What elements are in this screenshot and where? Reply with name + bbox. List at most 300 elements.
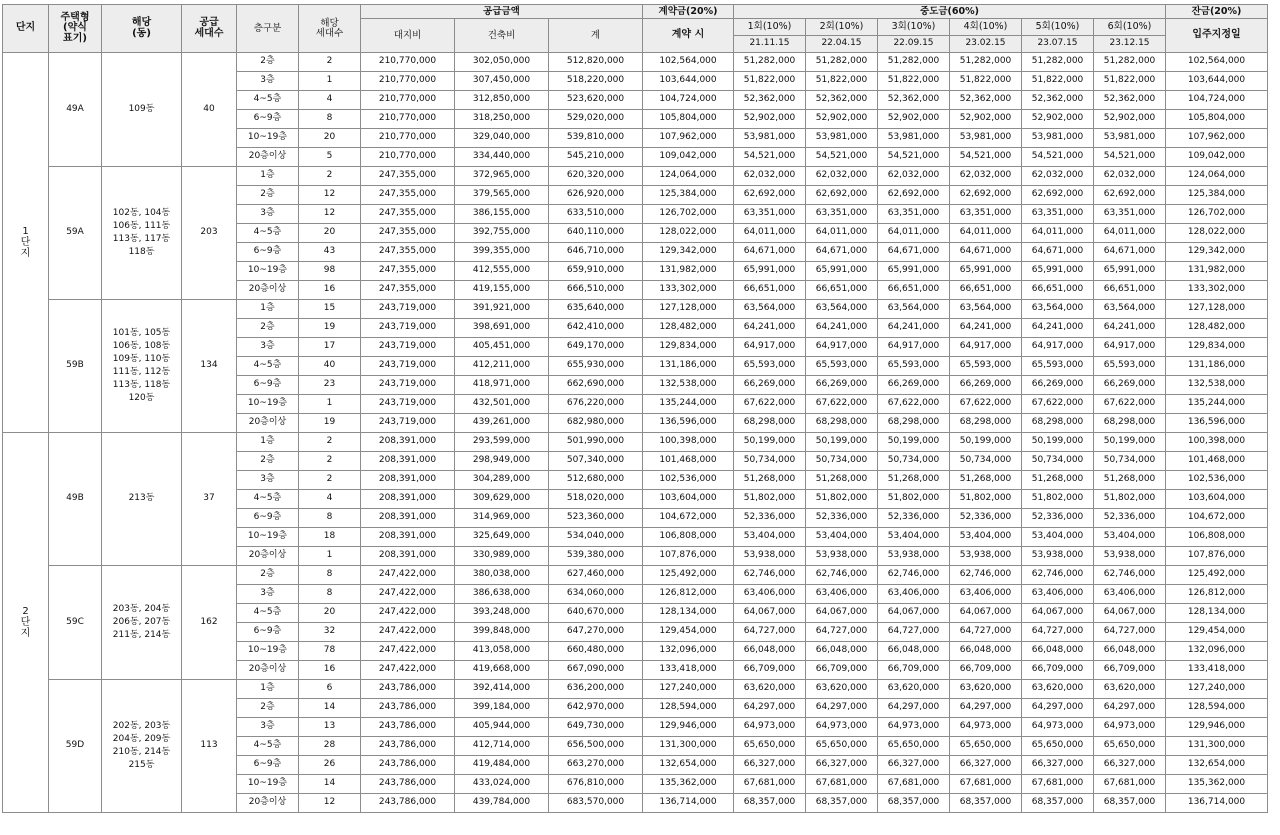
middle-payment-6: 51,822,000 xyxy=(1094,72,1166,91)
balance-amount: 107,876,000 xyxy=(1166,547,1268,566)
total-price: 676,810,000 xyxy=(549,775,643,794)
deposit-amount: 131,300,000 xyxy=(643,737,734,756)
deposit-amount: 106,808,000 xyxy=(643,528,734,547)
total-price: 626,920,000 xyxy=(549,186,643,205)
building-cost: 439,784,000 xyxy=(455,794,549,813)
middle-payment-5: 65,593,000 xyxy=(1022,357,1094,376)
floor-range: 3층 xyxy=(237,205,299,224)
balance-amount: 126,812,000 xyxy=(1166,585,1268,604)
table-row xyxy=(3,680,1268,699)
total-price: 518,220,000 xyxy=(549,72,643,91)
middle-payment-1: 64,727,000 xyxy=(734,623,806,642)
land-cost: 243,719,000 xyxy=(361,357,455,376)
unit-count: 4 xyxy=(299,91,361,110)
table-header xyxy=(3,5,1268,53)
middle-payment-4: 66,269,000 xyxy=(950,376,1022,395)
building-cost: 439,261,000 xyxy=(455,414,549,433)
header-balance: 잔금(20%) xyxy=(1166,5,1268,19)
middle-payment-5: 64,917,000 xyxy=(1022,338,1094,357)
floor-range: 4~5층 xyxy=(237,91,299,110)
land-cost: 247,355,000 xyxy=(361,186,455,205)
middle-payment-1: 52,362,000 xyxy=(734,91,806,110)
deposit-amount: 124,064,000 xyxy=(643,167,734,186)
middle-payment-4: 66,709,000 xyxy=(950,661,1022,680)
land-cost: 208,391,000 xyxy=(361,433,455,452)
middle-payment-1: 66,269,000 xyxy=(734,376,806,395)
building-cost: 314,969,000 xyxy=(455,509,549,528)
floor-range: 10~19층 xyxy=(237,262,299,281)
building-list: 101동, 105동 106동, 108동 109동, 110동 111동, 112동 113동, 118동 120동 xyxy=(102,300,182,433)
deposit-amount: 128,594,000 xyxy=(643,699,734,718)
balance-amount: 124,064,000 xyxy=(1166,167,1268,186)
building-cost: 419,155,000 xyxy=(455,281,549,300)
middle-payment-3: 62,692,000 xyxy=(878,186,950,205)
middle-payment-2: 62,032,000 xyxy=(806,167,878,186)
middle-payment-3: 63,406,000 xyxy=(878,585,950,604)
middle-payment-2: 64,727,000 xyxy=(806,623,878,642)
unit-count: 2 xyxy=(299,452,361,471)
deposit-amount: 128,134,000 xyxy=(643,604,734,623)
middle-payment-4: 66,327,000 xyxy=(950,756,1022,775)
unit-count: 32 xyxy=(299,623,361,642)
middle-payment-5: 63,406,000 xyxy=(1022,585,1094,604)
middle-payment-6: 64,671,000 xyxy=(1094,243,1166,262)
building-cost: 380,038,000 xyxy=(455,566,549,585)
middle-payment-4: 65,650,000 xyxy=(950,737,1022,756)
middle-payment-3: 51,282,000 xyxy=(878,53,950,72)
middle-payment-4: 52,362,000 xyxy=(950,91,1022,110)
deposit-amount: 135,362,000 xyxy=(643,775,734,794)
middle-payment-3: 62,032,000 xyxy=(878,167,950,186)
middle-payment-2: 64,671,000 xyxy=(806,243,878,262)
middle-payment-1: 63,406,000 xyxy=(734,585,806,604)
middle-payment-1: 54,521,000 xyxy=(734,148,806,167)
middle-payment-2: 64,067,000 xyxy=(806,604,878,623)
middle-payment-3: 51,268,000 xyxy=(878,471,950,490)
total-price: 649,730,000 xyxy=(549,718,643,737)
middle-payment-5: 66,651,000 xyxy=(1022,281,1094,300)
middle-payment-6: 51,268,000 xyxy=(1094,471,1166,490)
middle-payment-1: 64,297,000 xyxy=(734,699,806,718)
unit-count: 8 xyxy=(299,509,361,528)
unit-count: 2 xyxy=(299,53,361,72)
land-cost: 210,770,000 xyxy=(361,91,455,110)
middle-payment-2: 63,351,000 xyxy=(806,205,878,224)
total-price: 627,460,000 xyxy=(549,566,643,585)
middle-payment-5: 67,622,000 xyxy=(1022,395,1094,414)
middle-payment-2: 51,268,000 xyxy=(806,471,878,490)
building-cost: 312,850,000 xyxy=(455,91,549,110)
balance-amount: 129,946,000 xyxy=(1166,718,1268,737)
land-cost: 243,786,000 xyxy=(361,680,455,699)
building-cost: 419,668,000 xyxy=(455,661,549,680)
middle-payment-2: 64,297,000 xyxy=(806,699,878,718)
balance-amount: 106,808,000 xyxy=(1166,528,1268,547)
floor-range: 1층 xyxy=(237,433,299,452)
total-price: 683,570,000 xyxy=(549,794,643,813)
middle-payment-6: 52,902,000 xyxy=(1094,110,1166,129)
header-installment-2: 2회(10%) xyxy=(806,19,878,36)
middle-payment-2: 64,973,000 xyxy=(806,718,878,737)
deposit-amount: 129,342,000 xyxy=(643,243,734,262)
deposit-amount: 131,186,000 xyxy=(643,357,734,376)
middle-payment-6: 53,981,000 xyxy=(1094,129,1166,148)
total-price: 539,380,000 xyxy=(549,547,643,566)
middle-payment-6: 64,973,000 xyxy=(1094,718,1166,737)
total-price: 649,170,000 xyxy=(549,338,643,357)
total-price: 634,060,000 xyxy=(549,585,643,604)
building-cost: 399,848,000 xyxy=(455,623,549,642)
floor-range: 3층 xyxy=(237,338,299,357)
balance-amount: 132,538,000 xyxy=(1166,376,1268,395)
middle-payment-6: 62,032,000 xyxy=(1094,167,1166,186)
middle-payment-4: 52,902,000 xyxy=(950,110,1022,129)
floor-range: 10~19층 xyxy=(237,642,299,661)
deposit-amount: 107,876,000 xyxy=(643,547,734,566)
deposit-amount: 136,596,000 xyxy=(643,414,734,433)
balance-amount: 104,672,000 xyxy=(1166,509,1268,528)
middle-payment-3: 64,671,000 xyxy=(878,243,950,262)
floor-range: 2층 xyxy=(237,319,299,338)
building-cost: 393,248,000 xyxy=(455,604,549,623)
balance-amount: 132,096,000 xyxy=(1166,642,1268,661)
middle-payment-3: 67,622,000 xyxy=(878,395,950,414)
middle-payment-2: 53,981,000 xyxy=(806,129,878,148)
building-list: 102동, 104동 106동, 111동 113동, 117동 118동 xyxy=(102,167,182,300)
middle-payment-6: 63,351,000 xyxy=(1094,205,1166,224)
floor-range: 20층이상 xyxy=(237,414,299,433)
floor-range: 6~9층 xyxy=(237,509,299,528)
total-price: 642,410,000 xyxy=(549,319,643,338)
balance-amount: 127,240,000 xyxy=(1166,680,1268,699)
middle-payment-5: 62,746,000 xyxy=(1022,566,1094,585)
middle-payment-5: 66,269,000 xyxy=(1022,376,1094,395)
middle-payment-1: 64,671,000 xyxy=(734,243,806,262)
land-cost: 247,355,000 xyxy=(361,243,455,262)
middle-payment-3: 64,011,000 xyxy=(878,224,950,243)
middle-payment-4: 63,351,000 xyxy=(950,205,1022,224)
floor-range: 2층 xyxy=(237,452,299,471)
middle-payment-1: 64,011,000 xyxy=(734,224,806,243)
unit-count: 98 xyxy=(299,262,361,281)
unit-count: 19 xyxy=(299,319,361,338)
unit-count: 6 xyxy=(299,680,361,699)
middle-payment-5: 51,822,000 xyxy=(1022,72,1094,91)
deposit-amount: 109,042,000 xyxy=(643,148,734,167)
header-installment-1: 1회(10%) xyxy=(734,19,806,36)
middle-payment-2: 62,692,000 xyxy=(806,186,878,205)
balance-amount: 101,468,000 xyxy=(1166,452,1268,471)
deposit-amount: 126,702,000 xyxy=(643,205,734,224)
middle-payment-2: 67,622,000 xyxy=(806,395,878,414)
balance-amount: 132,654,000 xyxy=(1166,756,1268,775)
building-cost: 298,949,000 xyxy=(455,452,549,471)
balance-amount: 129,454,000 xyxy=(1166,623,1268,642)
floor-range: 1층 xyxy=(237,167,299,186)
middle-payment-4: 53,981,000 xyxy=(950,129,1022,148)
middle-payment-4: 53,938,000 xyxy=(950,547,1022,566)
middle-payment-2: 52,902,000 xyxy=(806,110,878,129)
middle-payment-4: 64,297,000 xyxy=(950,699,1022,718)
land-cost: 210,770,000 xyxy=(361,53,455,72)
building-list: 109동 xyxy=(102,53,182,167)
unit-count: 1 xyxy=(299,72,361,91)
middle-payment-2: 63,564,000 xyxy=(806,300,878,319)
middle-payment-6: 62,692,000 xyxy=(1094,186,1166,205)
floor-range: 2층 xyxy=(237,699,299,718)
land-cost: 247,422,000 xyxy=(361,642,455,661)
floor-range: 2층 xyxy=(237,186,299,205)
floor-range: 1층 xyxy=(237,300,299,319)
middle-payment-3: 68,357,000 xyxy=(878,794,950,813)
total-price: 640,110,000 xyxy=(549,224,643,243)
land-cost: 210,770,000 xyxy=(361,110,455,129)
unit-count: 2 xyxy=(299,471,361,490)
building-cost: 379,565,000 xyxy=(455,186,549,205)
balance-amount: 136,596,000 xyxy=(1166,414,1268,433)
middle-payment-2: 64,917,000 xyxy=(806,338,878,357)
unit-count: 15 xyxy=(299,300,361,319)
land-cost: 210,770,000 xyxy=(361,129,455,148)
deposit-amount: 102,536,000 xyxy=(643,471,734,490)
floor-range: 3층 xyxy=(237,718,299,737)
unit-count: 2 xyxy=(299,167,361,186)
building-cost: 412,714,000 xyxy=(455,737,549,756)
middle-payment-5: 66,048,000 xyxy=(1022,642,1094,661)
land-cost: 243,719,000 xyxy=(361,338,455,357)
land-cost: 247,422,000 xyxy=(361,604,455,623)
land-cost: 208,391,000 xyxy=(361,509,455,528)
middle-payment-5: 65,991,000 xyxy=(1022,262,1094,281)
middle-payment-3: 51,822,000 xyxy=(878,72,950,91)
deposit-amount: 129,454,000 xyxy=(643,623,734,642)
middle-payment-3: 54,521,000 xyxy=(878,148,950,167)
middle-payment-3: 63,564,000 xyxy=(878,300,950,319)
header-complex: 단지 xyxy=(3,5,49,53)
middle-payment-3: 64,917,000 xyxy=(878,338,950,357)
header-total: 계 xyxy=(549,19,643,53)
middle-payment-6: 66,048,000 xyxy=(1094,642,1166,661)
middle-payment-3: 52,362,000 xyxy=(878,91,950,110)
house-type: 49B xyxy=(49,433,102,566)
building-cost: 398,691,000 xyxy=(455,319,549,338)
header-house-type: 주택형 (약식 표기) xyxy=(49,5,102,53)
floor-range: 6~9층 xyxy=(237,756,299,775)
balance-amount: 128,482,000 xyxy=(1166,319,1268,338)
building-cost: 304,289,000 xyxy=(455,471,549,490)
total-price: 523,620,000 xyxy=(549,91,643,110)
land-cost: 208,391,000 xyxy=(361,490,455,509)
middle-payment-1: 63,564,000 xyxy=(734,300,806,319)
land-cost: 208,391,000 xyxy=(361,547,455,566)
unit-count: 16 xyxy=(299,281,361,300)
middle-payment-6: 50,199,000 xyxy=(1094,433,1166,452)
floor-range: 2층 xyxy=(237,566,299,585)
total-price: 620,320,000 xyxy=(549,167,643,186)
middle-payment-4: 50,734,000 xyxy=(950,452,1022,471)
header-building-cost: 건축비 xyxy=(455,19,549,53)
deposit-amount: 101,468,000 xyxy=(643,452,734,471)
middle-payment-4: 64,011,000 xyxy=(950,224,1022,243)
floor-range: 3층 xyxy=(237,72,299,91)
deposit-amount: 127,128,000 xyxy=(643,300,734,319)
building-cost: 413,058,000 xyxy=(455,642,549,661)
unit-count: 18 xyxy=(299,528,361,547)
middle-payment-3: 66,269,000 xyxy=(878,376,950,395)
middle-payment-4: 63,406,000 xyxy=(950,585,1022,604)
middle-payment-4: 51,822,000 xyxy=(950,72,1022,91)
header-land-cost: 대지비 xyxy=(361,19,455,53)
middle-payment-6: 66,269,000 xyxy=(1094,376,1166,395)
total-price: 512,820,000 xyxy=(549,53,643,72)
balance-amount: 135,362,000 xyxy=(1166,775,1268,794)
balance-amount: 133,418,000 xyxy=(1166,661,1268,680)
middle-payment-2: 66,048,000 xyxy=(806,642,878,661)
deposit-amount: 104,724,000 xyxy=(643,91,734,110)
middle-payment-6: 54,521,000 xyxy=(1094,148,1166,167)
middle-payment-5: 52,902,000 xyxy=(1022,110,1094,129)
middle-payment-3: 52,336,000 xyxy=(878,509,950,528)
middle-payment-4: 68,357,000 xyxy=(950,794,1022,813)
middle-payment-3: 65,593,000 xyxy=(878,357,950,376)
floor-range: 6~9층 xyxy=(237,110,299,129)
middle-payment-5: 65,650,000 xyxy=(1022,737,1094,756)
house-type: 59A xyxy=(49,167,102,300)
total-price: 518,020,000 xyxy=(549,490,643,509)
land-cost: 243,786,000 xyxy=(361,699,455,718)
middle-payment-2: 54,521,000 xyxy=(806,148,878,167)
building-cost: 412,555,000 xyxy=(455,262,549,281)
land-cost: 247,422,000 xyxy=(361,623,455,642)
floor-range: 4~5층 xyxy=(237,357,299,376)
middle-payment-2: 66,651,000 xyxy=(806,281,878,300)
floor-range: 4~5층 xyxy=(237,224,299,243)
middle-payment-1: 50,734,000 xyxy=(734,452,806,471)
middle-payment-6: 66,327,000 xyxy=(1094,756,1166,775)
building-cost: 412,211,000 xyxy=(455,357,549,376)
supply-units: 162 xyxy=(182,566,237,680)
balance-amount: 104,724,000 xyxy=(1166,91,1268,110)
middle-payment-1: 63,351,000 xyxy=(734,205,806,224)
deposit-amount: 135,244,000 xyxy=(643,395,734,414)
building-cost: 399,355,000 xyxy=(455,243,549,262)
middle-payment-2: 51,802,000 xyxy=(806,490,878,509)
deposit-amount: 100,398,000 xyxy=(643,433,734,452)
middle-payment-6: 50,734,000 xyxy=(1094,452,1166,471)
unit-count: 12 xyxy=(299,186,361,205)
middle-payment-2: 62,746,000 xyxy=(806,566,878,585)
middle-payment-3: 64,973,000 xyxy=(878,718,950,737)
deposit-amount: 103,604,000 xyxy=(643,490,734,509)
unit-count: 14 xyxy=(299,775,361,794)
middle-payment-3: 66,709,000 xyxy=(878,661,950,680)
deposit-amount: 104,672,000 xyxy=(643,509,734,528)
floor-range: 6~9층 xyxy=(237,376,299,395)
unit-count: 5 xyxy=(299,148,361,167)
floor-range: 20층이상 xyxy=(237,794,299,813)
middle-payment-1: 53,981,000 xyxy=(734,129,806,148)
table-row xyxy=(3,566,1268,585)
middle-payment-5: 64,671,000 xyxy=(1022,243,1094,262)
middle-payment-2: 52,336,000 xyxy=(806,509,878,528)
floor-range: 20층이상 xyxy=(237,661,299,680)
building-cost: 325,649,000 xyxy=(455,528,549,547)
total-price: 682,980,000 xyxy=(549,414,643,433)
middle-payment-4: 50,199,000 xyxy=(950,433,1022,452)
middle-payment-5: 53,404,000 xyxy=(1022,528,1094,547)
unit-count: 4 xyxy=(299,490,361,509)
unit-count: 26 xyxy=(299,756,361,775)
middle-payment-2: 68,357,000 xyxy=(806,794,878,813)
middle-payment-1: 62,032,000 xyxy=(734,167,806,186)
land-cost: 243,719,000 xyxy=(361,300,455,319)
middle-payment-5: 52,362,000 xyxy=(1022,91,1094,110)
middle-payment-2: 53,404,000 xyxy=(806,528,878,547)
middle-payment-6: 63,564,000 xyxy=(1094,300,1166,319)
middle-payment-2: 63,620,000 xyxy=(806,680,878,699)
middle-payment-2: 65,593,000 xyxy=(806,357,878,376)
building-cost: 405,451,000 xyxy=(455,338,549,357)
balance-amount: 136,714,000 xyxy=(1166,794,1268,813)
unit-count: 8 xyxy=(299,566,361,585)
building-cost: 392,414,000 xyxy=(455,680,549,699)
middle-payment-6: 65,991,000 xyxy=(1094,262,1166,281)
deposit-amount: 129,834,000 xyxy=(643,338,734,357)
building-cost: 309,629,000 xyxy=(455,490,549,509)
middle-payment-5: 66,709,000 xyxy=(1022,661,1094,680)
floor-range: 10~19층 xyxy=(237,528,299,547)
header-installment-3-date: 22.09.15 xyxy=(878,36,950,53)
balance-amount: 127,128,000 xyxy=(1166,300,1268,319)
middle-payment-1: 52,336,000 xyxy=(734,509,806,528)
deposit-amount: 131,982,000 xyxy=(643,262,734,281)
middle-payment-2: 66,327,000 xyxy=(806,756,878,775)
balance-amount: 126,702,000 xyxy=(1166,205,1268,224)
deposit-amount: 127,240,000 xyxy=(643,680,734,699)
supply-units: 40 xyxy=(182,53,237,167)
header-balance-when: 입주지정일 xyxy=(1166,19,1268,53)
building-cost: 391,921,000 xyxy=(455,300,549,319)
middle-payment-1: 66,709,000 xyxy=(734,661,806,680)
deposit-amount: 132,538,000 xyxy=(643,376,734,395)
land-cost: 247,355,000 xyxy=(361,281,455,300)
unit-count: 20 xyxy=(299,604,361,623)
middle-payment-6: 53,404,000 xyxy=(1094,528,1166,547)
land-cost: 243,719,000 xyxy=(361,319,455,338)
middle-payment-1: 66,327,000 xyxy=(734,756,806,775)
middle-payment-4: 53,404,000 xyxy=(950,528,1022,547)
middle-payment-4: 51,802,000 xyxy=(950,490,1022,509)
total-price: 545,210,000 xyxy=(549,148,643,167)
balance-amount: 133,302,000 xyxy=(1166,281,1268,300)
balance-amount: 105,804,000 xyxy=(1166,110,1268,129)
middle-payment-2: 67,681,000 xyxy=(806,775,878,794)
table-row xyxy=(3,53,1268,72)
total-price: 667,090,000 xyxy=(549,661,643,680)
middle-payment-1: 64,973,000 xyxy=(734,718,806,737)
unit-count: 19 xyxy=(299,414,361,433)
total-price: 635,640,000 xyxy=(549,300,643,319)
unit-count: 2 xyxy=(299,433,361,452)
total-price: 666,510,000 xyxy=(549,281,643,300)
total-price: 655,930,000 xyxy=(549,357,643,376)
balance-amount: 102,564,000 xyxy=(1166,53,1268,72)
middle-payment-1: 65,593,000 xyxy=(734,357,806,376)
balance-amount: 135,244,000 xyxy=(1166,395,1268,414)
floor-range: 3층 xyxy=(237,471,299,490)
middle-payment-2: 51,282,000 xyxy=(806,53,878,72)
balance-amount: 131,186,000 xyxy=(1166,357,1268,376)
